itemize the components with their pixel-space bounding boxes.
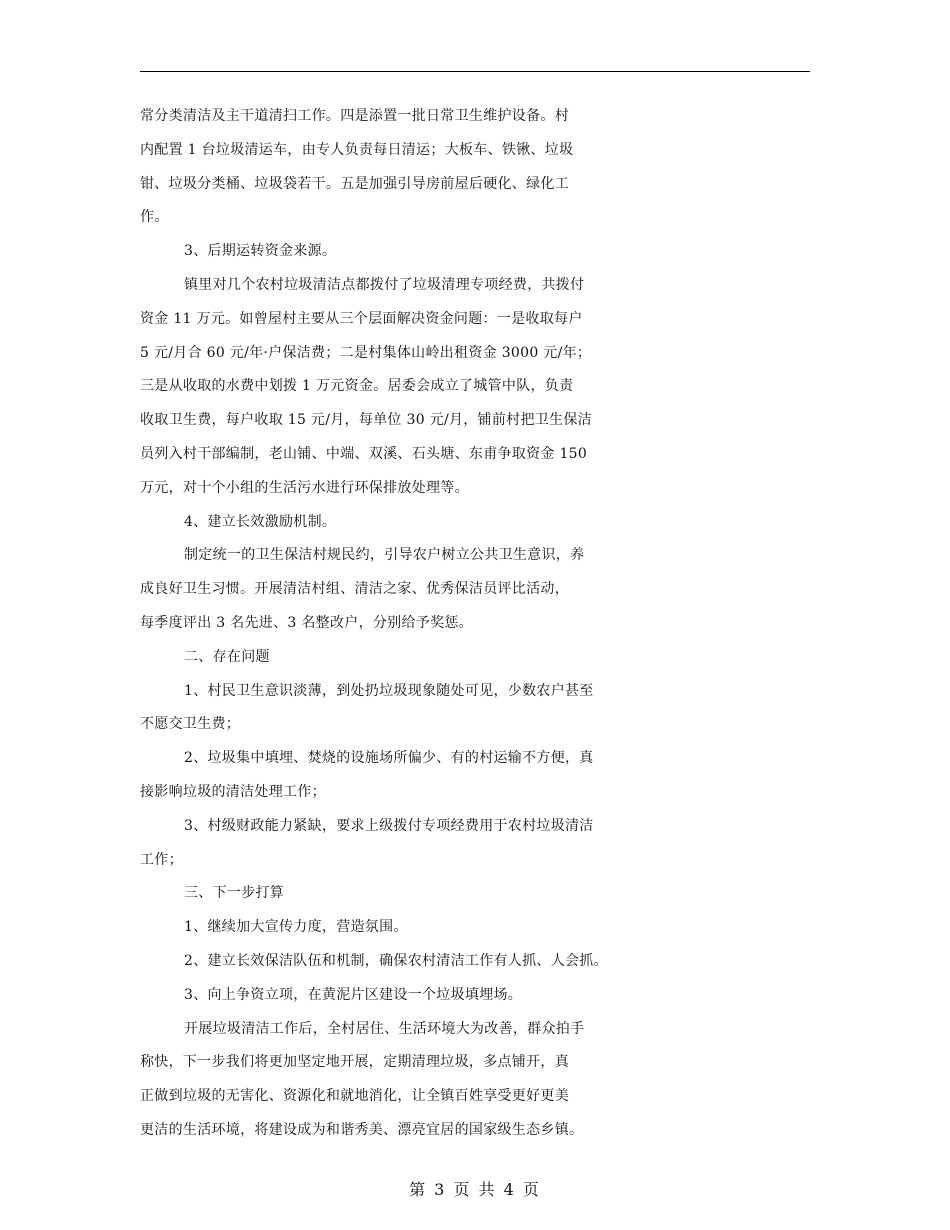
text-line: 3、后期运转资金来源。 [184,243,337,260]
header-rule [140,71,810,72]
text-line: 开展垃圾清洁工作后，全村居住、生活环境大为改善，群众拍手 [184,1020,585,1037]
text-line: 资金 11 万元。如曾屋村主要从三个层面解决资金问题：一是收取每户 [140,310,583,327]
text-line: 1、继续加大宣传力度，营造氛围。 [184,919,408,936]
text-line: 制定统一的卫生保洁村规民约，引导农户树立公共卫生意识，养 [184,547,585,564]
text-line: 成良好卫生习惯。开展清洁村组、清洁之家、优秀保洁员评比活动， [140,581,569,598]
text-line: 不愿交卫生费； [140,716,241,733]
text-line: 收取卫生费，每户收取 15 元/月，每单位 30 元/月，铺前村把卫生保洁 [140,412,592,429]
text-line: 镇里对几个农村垃圾清洁点都拨付了垃圾清理专项经费，共拨付 [184,276,585,293]
text-line: 3、向上争资立项，在黄泥片区建设一个垃圾填埋场。 [184,986,523,1003]
text-line: 2、建立长效保洁队伍和机制，确保农村清洁工作有人抓、人会抓。 [184,952,608,969]
text-line: 2、垃圾集中填埋、焚烧的设施场所偏少、有的村运输不方便，真 [184,750,594,767]
text-line: 4、建立长效激励机制。 [184,513,337,530]
document-body [140,100,830,1148]
text-line: 内配置 1 台垃圾清运车，由专人负责每日清运；大板车、铁锹、垃圾 [140,141,574,158]
text-line: 工作； [140,851,183,868]
text-line: 每季度评出 3 名先进、3 名整改户，分别给予奖惩。 [140,614,473,631]
text-line: 接影响垃圾的清洁处理工作； [140,783,326,800]
text-line: 万元，对十个小组的生活污水进行环保排放处理等。 [140,479,469,496]
text-line: 正做到垃圾的无害化、资源化和就地消化，让全镇百姓享受更好更美 [140,1088,569,1105]
text-line: 作。 [140,209,169,226]
text-line: 5 元/月合 60 元/年·户保洁费；二是村集体山岭出租资金 3000 元/年； [140,344,592,361]
text-line: 钳、垃圾分类桶、垃圾袋若干。五是加强引导房前屋后硬化、绿化工 [140,175,569,192]
text-line: 1、村民卫生意识淡薄，到处扔垃圾现象随处可见，少数农户甚至 [184,682,594,699]
text-line: 称快，下一步我们将更加坚定地开展，定期清理垃圾，多点铺开，真 [140,1054,569,1071]
text-line: 常分类清洁及主干道清扫工作。四是添置一批日常卫生维护设备。村 [140,108,569,124]
text-line: 更洁的生活环境，将建设成为和谐秀美、漂亮宜居的国家级生态乡镇。 [140,1121,584,1138]
text-line: 员列入村干部编制，老山铺、中端、双溪、石头塘、东甫争取资金 150 [140,445,588,462]
page-footer: 第 3 页 共 4 页 [409,1180,541,1199]
text-line: 三、下一步打算 [184,885,285,902]
text-line: 3、村级财政能力紧缺，要求上级拨付专项经费用于农村垃圾清洁 [184,817,594,834]
text-line: 三是从收取的水费中划拨 1 万元资金。居委会成立了城管中队，负责 [140,378,574,395]
text-line: 二、存在问题 [184,648,270,665]
